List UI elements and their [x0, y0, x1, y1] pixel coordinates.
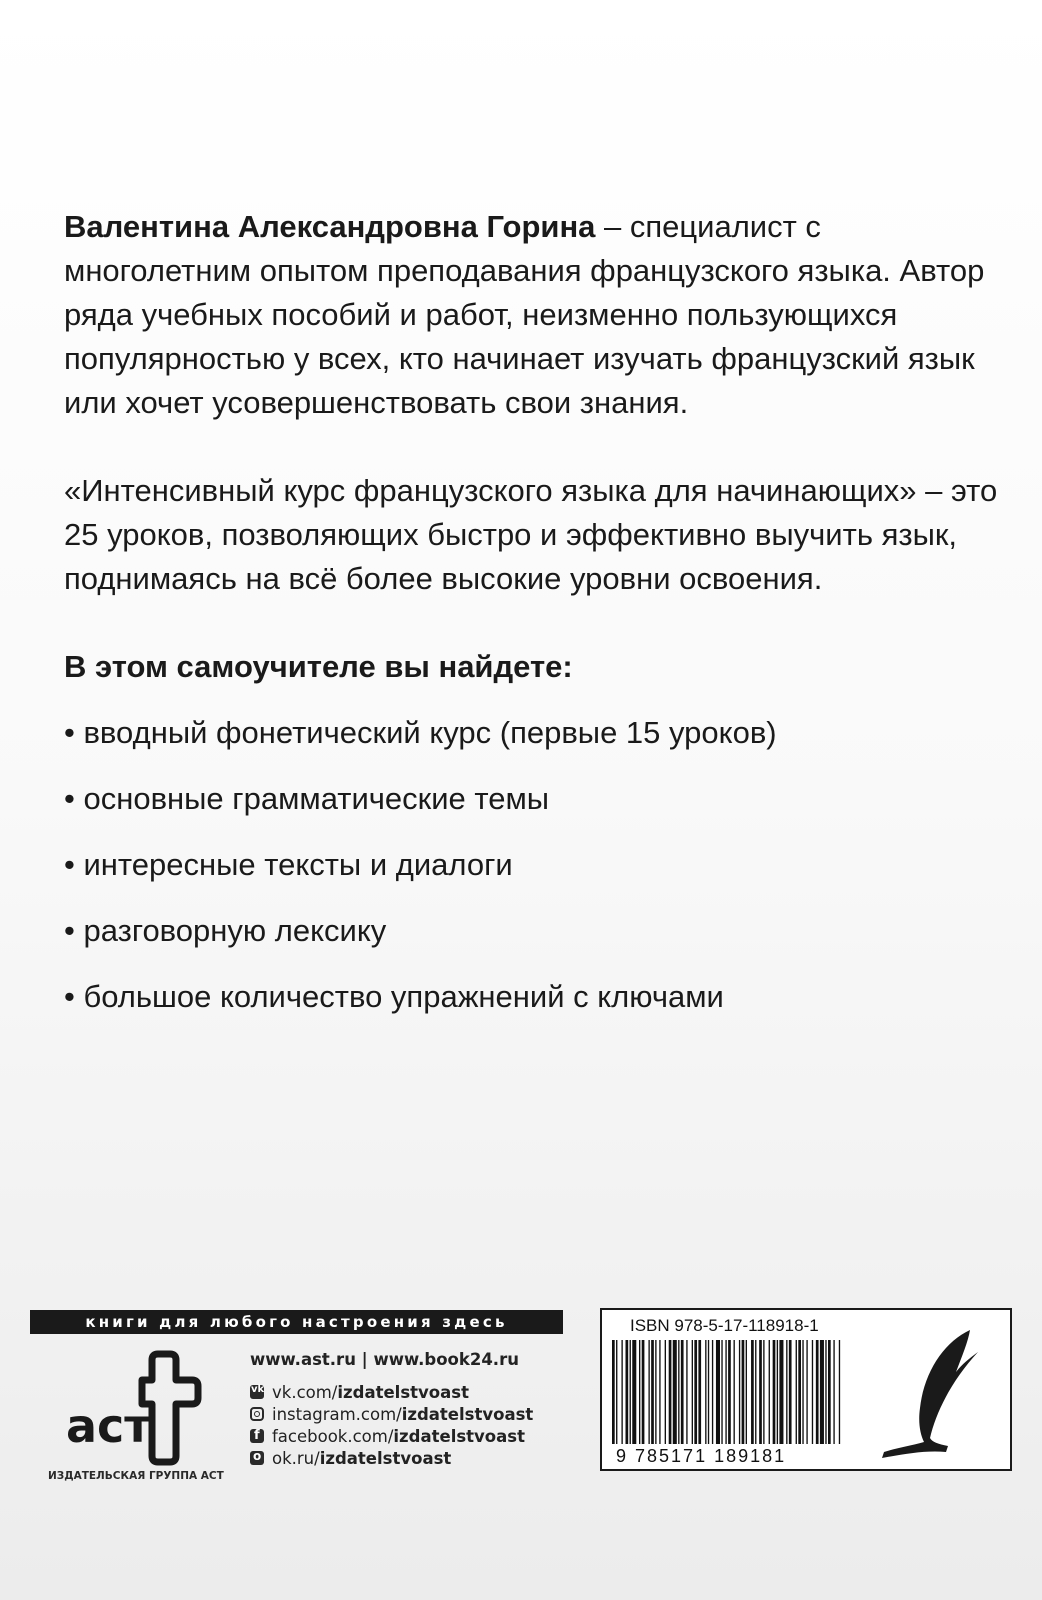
barcode-bar [639, 1340, 640, 1444]
website-links[interactable]: www.ast.ru | www.book24.ru [250, 1350, 519, 1369]
barcode-bar [728, 1340, 731, 1444]
barcode-bar [755, 1340, 756, 1444]
barcode-bar [773, 1340, 776, 1444]
barcode-bar [769, 1340, 770, 1444]
barcode [612, 1340, 842, 1450]
barcode-bar [759, 1340, 762, 1444]
barcode-bar [828, 1340, 831, 1444]
barcode-bar [655, 1340, 656, 1444]
barcode-bar [789, 1340, 792, 1444]
ast-logo [52, 1350, 242, 1470]
barcode-bar [705, 1340, 706, 1444]
barcode-bar [779, 1340, 783, 1444]
barcode-bar [694, 1340, 697, 1444]
slogan-banner: книги для любого настроения здесь [30, 1310, 563, 1334]
social-link-vk[interactable]: vk vk.com/ izdatelstvoast [250, 1381, 533, 1403]
barcode-bar [673, 1340, 677, 1444]
facebook-icon [250, 1429, 264, 1443]
barcode-bar [739, 1340, 740, 1444]
barcode-bar [648, 1340, 649, 1444]
barcode-bar [642, 1340, 645, 1444]
barcode-bar [806, 1340, 807, 1444]
barcode-bar [820, 1340, 824, 1444]
barcode-bar [659, 1340, 660, 1444]
social-link-facebook[interactable]: f facebook.com/ izdatelstvoast [250, 1425, 533, 1447]
logo-caption: ИЗДАТЕЛЬСКАЯ ГРУППА АСТ [48, 1470, 224, 1482]
barcode-bar [708, 1340, 709, 1444]
barcode-bar [777, 1340, 778, 1444]
barcode-bar [692, 1340, 693, 1444]
barcode-bar [786, 1340, 787, 1444]
barcode-bar [632, 1340, 636, 1444]
barcode-bar [725, 1340, 726, 1444]
list-item: • основные грамматические темы [64, 781, 550, 816]
barcode-bar [734, 1340, 735, 1444]
barcode-bar [612, 1340, 615, 1444]
barcode-bar [812, 1340, 813, 1444]
barcode-bar [763, 1340, 764, 1444]
barcode-bar [742, 1340, 745, 1444]
barcode-bar [746, 1340, 747, 1444]
contacts [250, 1350, 533, 1469]
barcode-bar [669, 1340, 672, 1444]
barcode-bar [630, 1340, 631, 1444]
author-name: Валентина Александровна Горина [64, 209, 596, 244]
barcode-bar [681, 1340, 684, 1444]
ast-logo-text: аст [66, 1399, 151, 1453]
barcode-digits: 9 785171 189181 [616, 1446, 787, 1466]
instagram-icon [250, 1407, 264, 1421]
author-description: – специалист с многолетним опытом преподавания французского языка. Автор ряда учебных пособий и работ, неизменно пользующихся популярностью у всех, кто начинает изучать французский язык или хочет усовершенствовать свои знания. [64, 209, 985, 420]
barcode-bar [712, 1340, 713, 1444]
barcode-bar [716, 1340, 720, 1444]
list-item: • интересные тексты и диалоги [64, 847, 513, 882]
barcode-bar [626, 1340, 629, 1444]
isbn-box [600, 1308, 1012, 1471]
course-paragraph: «Интенсивный курс французского языка для начинающих» – это 25 уроков, позволяющих быстро и эффективно выучить язык, поднимаясь на всё более высокие уровни освоения. [64, 473, 998, 596]
barcode-bar [816, 1340, 819, 1444]
list-item: • вводный фонетический курс (первые 15 уроков) [64, 715, 777, 750]
ok-icon [250, 1451, 264, 1465]
vk-icon [250, 1385, 264, 1399]
barcode-bar [796, 1340, 797, 1444]
barcode-bar [751, 1340, 754, 1444]
isbn-label: ISBN 978-5-17-118918-1 [630, 1316, 819, 1335]
list-item: • разговорную лексику [64, 913, 387, 948]
barcode-bar [621, 1340, 622, 1444]
list-title: В этом самоучителе вы найдете: [64, 649, 573, 684]
barcode-bar [802, 1340, 803, 1444]
back-cover-text [64, 205, 1004, 1019]
barcode-bar [825, 1340, 826, 1444]
barcode-bar [678, 1340, 679, 1444]
barcode-bar [833, 1340, 834, 1444]
quill-logo-icon [874, 1322, 998, 1462]
social-link-ok[interactable]: o ok.ru/ izdatelstvoast [250, 1447, 533, 1469]
barcode-bar [798, 1340, 801, 1444]
author-paragraph [64, 205, 1004, 425]
social-link-instagram[interactable]: instagram.com/ izdatelstvoast [250, 1403, 533, 1425]
barcode-bar [616, 1340, 617, 1444]
barcode-bar [698, 1340, 701, 1444]
barcode-bar [665, 1340, 666, 1444]
barcode-bar [686, 1340, 687, 1444]
barcode-bar [721, 1340, 722, 1444]
barcode-bar [651, 1340, 654, 1444]
list-item: • большое количество упражнений с ключами [64, 979, 724, 1014]
barcode-bar [839, 1340, 840, 1444]
feature-list [64, 711, 1004, 1019]
